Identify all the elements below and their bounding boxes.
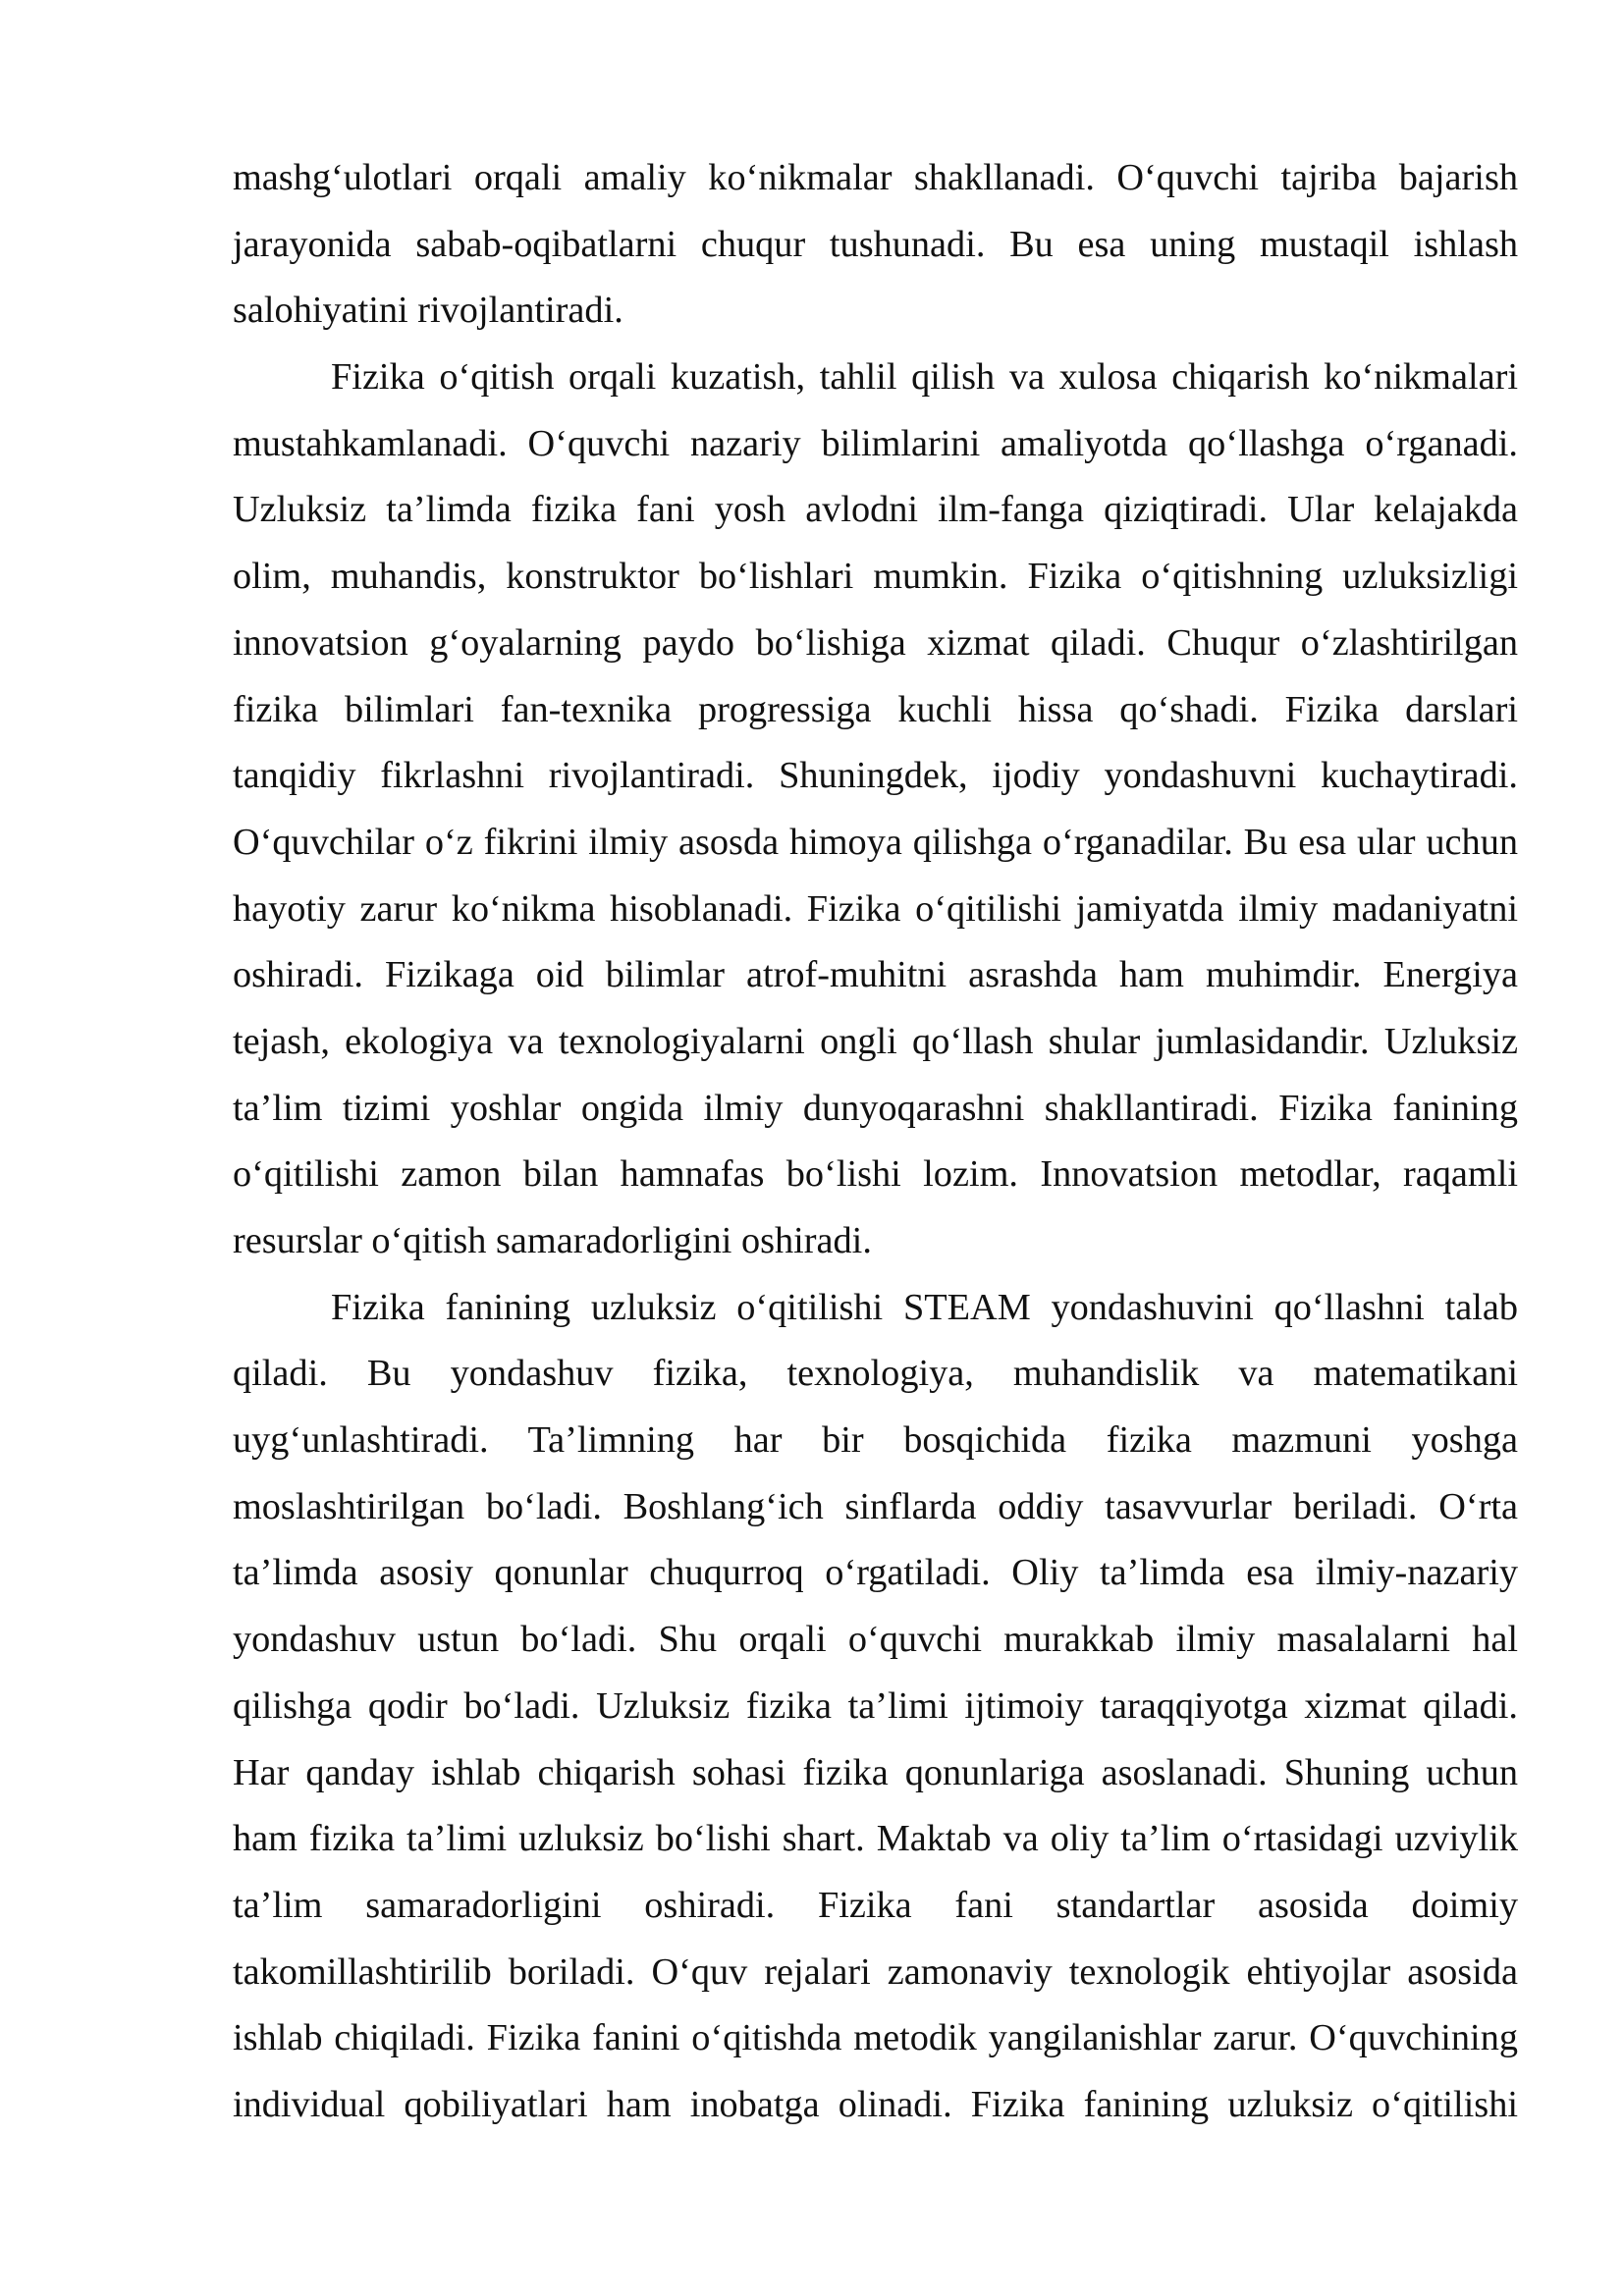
text-line: olim, muhandis, konstruktor bo‘lishlari mumkin. Fizika o‘qitishning uzluksizligi xyxy=(233,556,1518,598)
paragraph xyxy=(233,1275,1518,2139)
text-line: ta’lim samaradorligini oshiradi. Fizika fani standartlar asosida doimiy xyxy=(233,1884,1518,1926)
text-line: ishlab chiqiladi. Fizika fanini o‘qitishda metodik yangilanishlar zarur. O‘quvchining xyxy=(233,2017,1518,2059)
text-line: salohiyatini rivojlantiradi. xyxy=(233,290,623,332)
text-line: ham fizika ta’limi uzluksiz bo‘lishi shart. Maktab va oliy ta’lim o‘rtasidagi uzviylik xyxy=(233,1818,1518,1860)
text-line: individual qobiliyatlari ham inobatga olinadi. Fizika fanining uzluksiz o‘qitilishi xyxy=(233,2083,1518,2125)
text-line: uyg‘unlashtiradi. Ta’limning har bir bosqichida fizika mazmuni yoshga xyxy=(233,1419,1518,1462)
text-line: ta’lim tizimi yoshlar ongida ilmiy dunyoqarashni shakllantiradi. Fizika fanining xyxy=(233,1087,1518,1129)
text-line: qilishga qodir bo‘ladi. Uzluksiz fizika ta’limi ijtimoiy taraqqiyotga xizmat qiladi. xyxy=(233,1684,1518,1727)
text-line: yondashuv ustun bo‘ladi. Shu orqali o‘quvchi murakkab ilmiy masalalarni hal xyxy=(233,1619,1518,1661)
text-line: moslashtirilgan bo‘ladi. Boshlang‘ich sinflarda oddiy tasavvurlar beriladi. O‘rta xyxy=(233,1485,1518,1527)
text-line: oshiradi. Fizikaga oid bilimlar atrof-muhitni asrashda ham muhimdir. Energiya xyxy=(233,954,1518,996)
text-line: ta’limda asosiy qonunlar chuqurroq o‘rgatiladi. Oliy ta’limda esa ilmiy-nazariy xyxy=(233,1552,1518,1594)
text-line: hayotiy zarur ko‘nikma hisoblanadi. Fizika o‘qitilishi jamiyatda ilmiy madaniyatni xyxy=(233,887,1518,930)
paragraph xyxy=(233,145,1518,345)
text-line: o‘qitilishi zamon bilan hamnafas bo‘lishi lozim. Innovatsion metodlar, raqamli xyxy=(233,1153,1518,1196)
text-line: Har qanday ishlab chiqarish sohasi fizika qonunlariga asoslanadi. Shuning uchun xyxy=(233,1751,1518,1793)
text-line: fizika bilimlari fan-texnika progressiga kuchli hissa qo‘shadi. Fizika darslari xyxy=(233,688,1518,730)
text-line: qiladi. Bu yondashuv fizika, texnologiya, muhandislik va matematikani xyxy=(233,1353,1518,1395)
paragraph xyxy=(233,345,1518,1275)
text-line: tanqidiy fikrlashni rivojlantiradi. Shuningdek, ijodiy yondashuvni kuchaytiradi. xyxy=(233,755,1518,797)
text-line: Uzluksiz ta’limda fizika fani yosh avlodni ilm-fanga qiziqtiradi. Ular kelajakda xyxy=(233,489,1518,531)
text-line: innovatsion g‘oyalarning paydo bo‘lishiga xizmat qiladi. Chuqur o‘zlashtirilgan xyxy=(233,621,1518,664)
text-line: O‘quvchilar o‘z fikrini ilmiy asosda himoya qilishga o‘rganadilar. Bu esa ular uchun xyxy=(233,821,1518,863)
text-line: Fizika fanining uzluksiz o‘qitilishi STEAM yondashuvini qo‘llashni talab xyxy=(331,1286,1518,1328)
text-line: mustahkamlanadi. O‘quvchi nazariy bilimlarini amaliyotda qo‘llashga o‘rganadi. xyxy=(233,422,1518,464)
text-line: resurslar o‘qitish samaradorligini oshiradi. xyxy=(233,1220,872,1261)
document-body xyxy=(233,145,1518,2139)
text-line: Fizika o‘qitish orqali kuzatish, tahlil qilish va xulosa chiqarish ko‘nikmalari xyxy=(331,356,1518,399)
text-line: mashg‘ulotlari orqali amaliy ko‘nikmalar shakllanadi. O‘quvchi tajriba bajarish xyxy=(233,157,1518,198)
text-line: tejash, ekologiya va texnologiyalarni ongli qo‘llash shular jumlasidandir. Uzluksiz xyxy=(233,1020,1518,1062)
text-line: takomillashtirilib boriladi. O‘quv rejalari zamonaviy texnologik ehtiyojlar asosida xyxy=(233,1950,1518,1993)
text-line: jarayonida sabab-oqibatlarni chuqur tushunadi. Bu esa uning mustaqil ishlash xyxy=(233,223,1518,265)
